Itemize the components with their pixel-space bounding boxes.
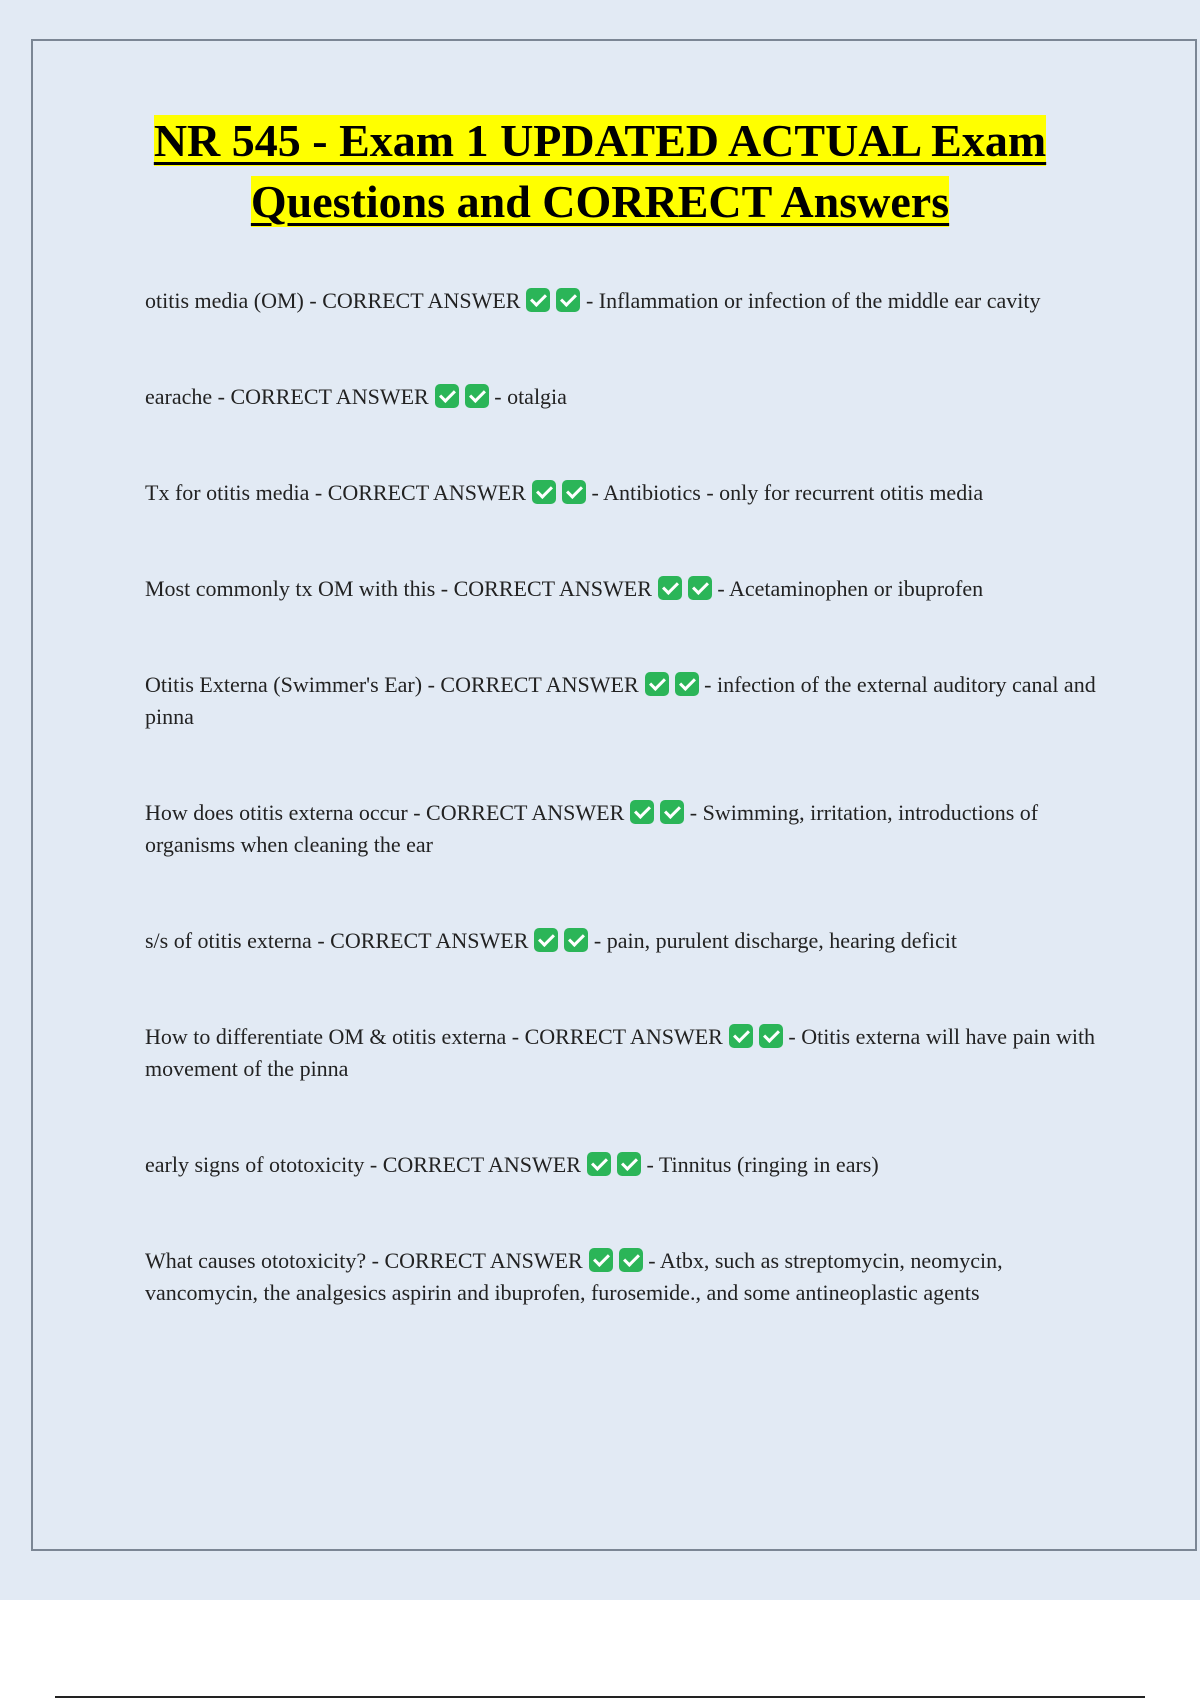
- separator: -: [364, 1152, 383, 1177]
- green-check-icon: [688, 576, 712, 600]
- correct-answer-label: CORRECT ANSWER: [524, 1024, 723, 1049]
- correct-answer-label: CORRECT ANSWER: [453, 576, 652, 601]
- correct-answer-label: CORRECT ANSWER: [382, 1152, 581, 1177]
- separator: -: [212, 384, 231, 409]
- green-check-icon: [589, 1248, 613, 1272]
- question-text: What causes ototoxicity?: [145, 1248, 367, 1273]
- question-text: otitis media (OM): [145, 288, 304, 313]
- answer-text: Tinnitus (ringing in ears): [658, 1152, 879, 1177]
- correct-answer-label: CORRECT ANSWER: [426, 800, 625, 825]
- answer-text: Inflammation or infection of the middle ear cavity: [598, 288, 1041, 313]
- correct-answer-label: CORRECT ANSWER: [230, 384, 429, 409]
- separator: -: [435, 576, 454, 601]
- correct-answer-label: CORRECT ANSWER: [322, 288, 521, 313]
- separator: -: [782, 1024, 802, 1049]
- separator: -: [684, 800, 703, 825]
- qa-item: [145, 797, 1100, 861]
- answer-text: Otitis externa will have pain with movement of the pinna: [145, 1024, 1096, 1081]
- answer-text: pain, purulent discharge, hearing deficit: [606, 928, 957, 953]
- answer-text: Acetaminophen or ibuprofen: [729, 576, 984, 601]
- green-check-icon: [564, 928, 588, 952]
- green-check-icon: [435, 384, 459, 408]
- separator: -: [311, 928, 331, 953]
- answer-text: Swimming, irritation, introductions of organisms when cleaning the ear: [145, 800, 1039, 857]
- separator: -: [422, 672, 441, 697]
- separator: -: [506, 1024, 525, 1049]
- question-text: Otitis Externa (Swimmer's Ear): [145, 672, 423, 697]
- answer-text: Atbx, such as streptomycin, neomycin, vancomycin, the analgesics aspirin and ibuprofen, furosemide., and some antineoplastic agents: [145, 1248, 1003, 1305]
- page-bottom-rule: [55, 1696, 1145, 1698]
- qa-item: [145, 285, 1100, 317]
- green-check-icon: [658, 576, 682, 600]
- separator: -: [698, 672, 717, 697]
- green-check-icon: [534, 928, 558, 952]
- green-check-icon: [465, 384, 489, 408]
- separator: -: [366, 1248, 385, 1273]
- correct-answer-label: CORRECT ANSWER: [440, 672, 639, 697]
- separator: -: [711, 576, 729, 601]
- qa-item: [145, 477, 1100, 509]
- question-text: s/s of otitis externa: [145, 928, 312, 953]
- qa-item: [145, 925, 1100, 957]
- answer-text: Antibiotics - only for recurrent otitis media: [603, 480, 984, 505]
- green-check-icon: [556, 288, 580, 312]
- green-check-icon: [532, 480, 556, 504]
- answer-text: otalgia: [507, 384, 567, 409]
- correct-answer-label: CORRECT ANSWER: [384, 1248, 583, 1273]
- qa-item: [145, 1245, 1100, 1309]
- question-text: How to differentiate OM & otitis externa: [145, 1024, 507, 1049]
- green-check-icon: [617, 1152, 641, 1176]
- separator: -: [640, 1152, 659, 1177]
- green-check-icon: [660, 800, 684, 824]
- green-check-icon: [729, 1024, 753, 1048]
- answer-text: infection of the external auditory canal and pinna: [145, 672, 1096, 729]
- separator: -: [309, 480, 328, 505]
- green-check-icon: [675, 672, 699, 696]
- question-text: Tx for otitis media: [145, 480, 310, 505]
- question-text: early signs of ototoxicity: [145, 1152, 365, 1177]
- green-check-icon: [619, 1248, 643, 1272]
- green-check-icon: [526, 288, 550, 312]
- green-check-icon: [562, 480, 586, 504]
- qa-item: [145, 573, 1100, 605]
- qa-item: [145, 381, 1100, 413]
- document-title-text: NR 545 - Exam 1 UPDATED ACTUAL Exam Questions and CORRECT Answers: [153, 115, 1047, 227]
- correct-answer-label: CORRECT ANSWER: [330, 928, 529, 953]
- separator: -: [580, 288, 599, 313]
- green-check-icon: [630, 800, 654, 824]
- green-check-icon: [587, 1152, 611, 1176]
- separator: -: [488, 384, 508, 409]
- correct-answer-label: CORRECT ANSWER: [327, 480, 526, 505]
- green-check-icon: [645, 672, 669, 696]
- qa-item: [145, 669, 1100, 733]
- separator: -: [585, 480, 604, 505]
- qa-item: [145, 1021, 1100, 1085]
- question-text: Most commonly tx OM with this: [145, 576, 436, 601]
- document-title: [60, 110, 1140, 232]
- question-text: earache: [145, 384, 213, 409]
- separator: -: [642, 1248, 660, 1273]
- separator: -: [303, 288, 323, 313]
- separator: -: [407, 800, 427, 825]
- qa-list: [145, 285, 1100, 1373]
- green-check-icon: [759, 1024, 783, 1048]
- separator: -: [588, 928, 607, 953]
- question-text: How does otitis externa occur: [145, 800, 408, 825]
- qa-item: [145, 1149, 1100, 1181]
